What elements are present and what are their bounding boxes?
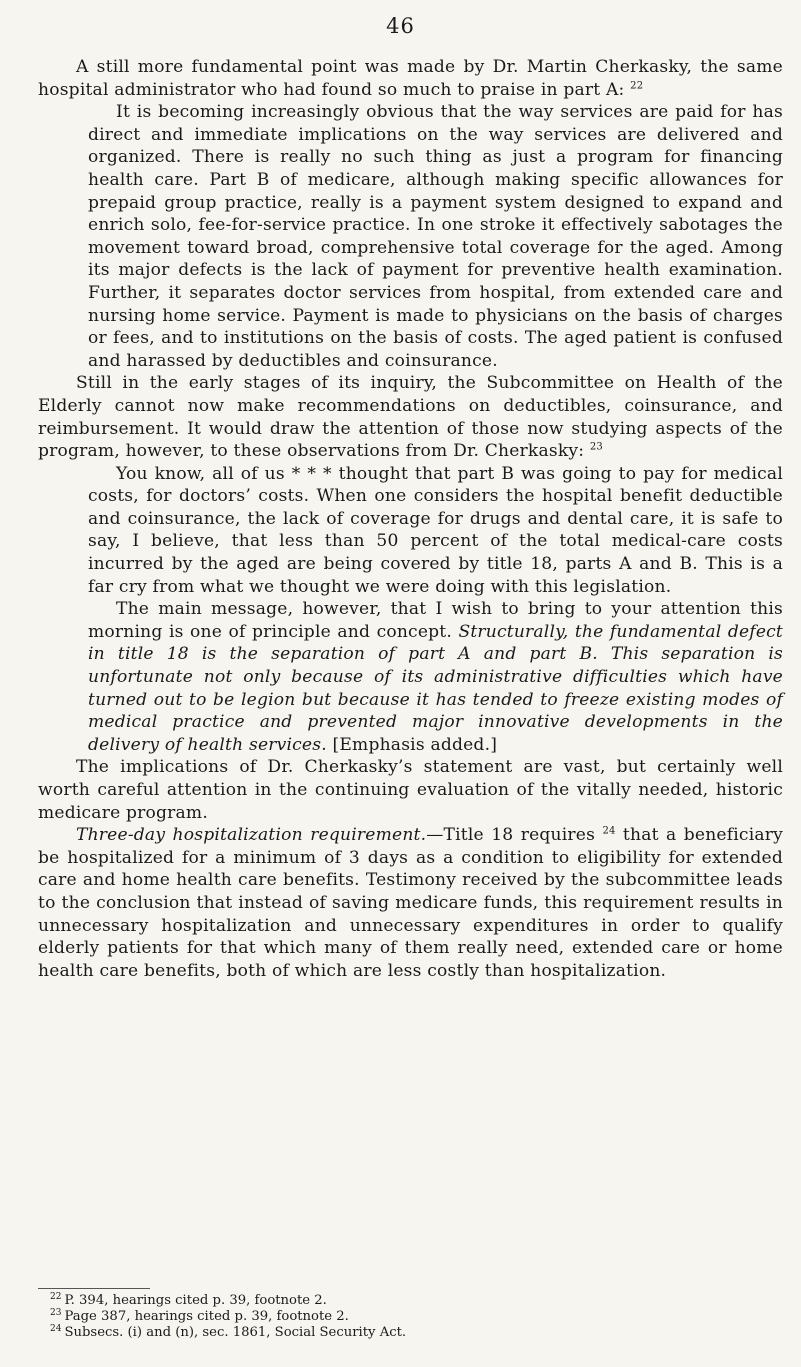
footnote-22 bbox=[50, 1293, 750, 1309]
quotation-intro: The main message, however, that I wish to bring to your attention this morning is one of principle and concept. bbox=[88, 599, 783, 642]
footnote-24 bbox=[50, 1325, 750, 1341]
footnote-text: Subsecs. (i) and (n), sec. 1861, Social Security Act. bbox=[64, 1325, 407, 1340]
paragraph-intro bbox=[38, 56, 783, 101]
footnote-ref-22: 22 bbox=[630, 79, 644, 91]
footnote-number: 24 bbox=[50, 1323, 62, 1334]
footnotes bbox=[50, 1293, 750, 1341]
footnote-divider bbox=[38, 1288, 150, 1289]
paragraph-three-day bbox=[38, 824, 783, 982]
quotation-cherkasky-2: You know, all of us * * * thought that part B was going to pay for medical costs, for doctors’ costs. When one considers the hospital benefit deductible and coinsurance, the lack of coverage for drugs and dental care, it is safe to say, I believe, that less than 50 percent of the total medical-care costs incurred by the aged are being covered by title 18, parts A and B. This is a far cry from what we thought we were doing with this legislation. bbox=[88, 463, 783, 597]
footnote-text: Page 387, hearings cited p. 39, footnote 2. bbox=[64, 1309, 349, 1324]
quotation-cherkasky-1: It is becoming increasingly obvious that the way services are paid for has direct and immediate implications on the way services are delivered and organized. There is really no such thing as just a program for financing health care. Part B of medicare, although making specific allowances for prepaid group practice, really is a payment system designed to expand and enrich solo, fee-for-service practice. In one stroke it effectively sabotages the movement toward broad, comprehensive total coverage for the aged. Among its major defects is the lack of payment for preventive health examination. Further, it separates doctor services from hospital, from extended care and nursing home service. Payment is made to physicians on the basis of charges or fees, and to institutions on the basis of costs. The aged patient is confused and harassed by deductibles and coinsurance. bbox=[88, 102, 783, 371]
body-text bbox=[38, 56, 783, 982]
section-heading-three-day: Three-day hospitalization requirement. bbox=[76, 825, 427, 846]
paragraph-subcommittee bbox=[38, 372, 783, 462]
footnote-text: P. 394, hearings cited p. 39, footnote 2. bbox=[64, 1293, 327, 1308]
footnote-number: 22 bbox=[50, 1291, 62, 1302]
footnote-23 bbox=[50, 1309, 750, 1325]
paragraph-intro-text: A still more fundamental point was made by Dr. Martin Cherkasky, the same hospital administrator who had found so much to praise in part A: bbox=[38, 57, 783, 100]
paragraph-subcommittee-text: Still in the early stages of its inquiry, the Subcommittee on Health of the Elderly cannot now make recommendations on deductibles, coinsurance, and reimbursement. It would draw the attention of those now studying aspects of the program, however, to these observations from Dr. Cherkasky: bbox=[38, 373, 783, 462]
footnote-ref-24: 24 bbox=[602, 825, 616, 837]
page-number: 46 bbox=[386, 14, 415, 38]
paragraph-three-day-text-b: that a beneficiary be hospitalized for a minimum of 3 days as a condition to eligibility for extended care and home health care benefits. Testimony received by the subcommittee leads to the conclusion that instead of saving medicare funds, this requirement results in unnecessary hospitalization and unnecessary expenditures in order to qualify elderly patients for that which many of them really need, extended care or home health care benefits, both of which are less costly than hospitalization. bbox=[38, 825, 783, 981]
quotation-emphasis: Structurally, the fundamental defect in title 18 is the separation of part A and part B. This separation is unfortunate not only because of its administrative difficulties which have turned out to be legion but because it has tended to freeze existing modes of medical practice and prevented major innovative developments in the delivery of health services. bbox=[88, 621, 783, 755]
footnote-ref-23: 23 bbox=[589, 441, 603, 453]
footnote-number: 23 bbox=[50, 1307, 62, 1318]
emphasis-note: [Emphasis added.] bbox=[332, 734, 498, 755]
quotation-cherkasky-3 bbox=[88, 598, 783, 756]
paragraph-three-day-text-a: —Title 18 requires bbox=[426, 825, 596, 846]
paragraph-implications: The implications of Dr. Cherkasky’s statement are vast, but certainly well worth careful attention in the continuing evaluation of the vitally needed, historic medicare program. bbox=[38, 757, 783, 823]
